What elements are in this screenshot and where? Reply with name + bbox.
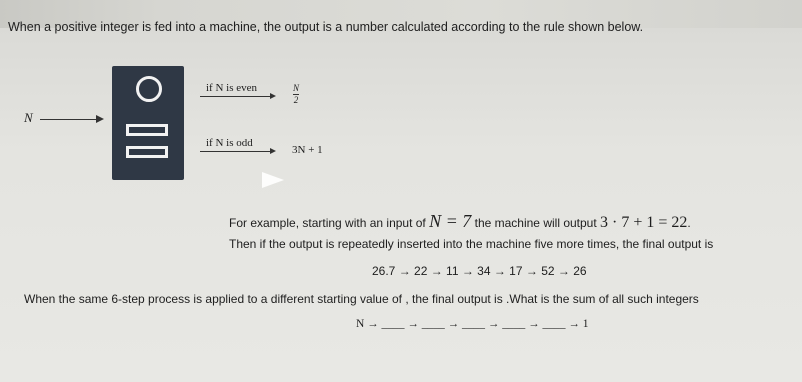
example-line	[229, 211, 691, 232]
machine-box	[112, 66, 184, 180]
odd-rule-label: if N is odd	[206, 137, 253, 149]
example-suffix: .	[687, 216, 691, 230]
rectangle-icon	[126, 124, 168, 136]
example-middle: the machine will output	[474, 216, 597, 230]
odd-arrow-line	[200, 151, 270, 152]
example-sequence: 26.7 → 22 → 11 → 34 → 17 → 52 → 26	[372, 264, 587, 278]
input-label: N	[24, 110, 33, 125]
even-rule-label: if N is even	[206, 82, 258, 94]
even-arrow-icon	[270, 93, 276, 99]
input-arrow-icon	[96, 115, 104, 123]
example-prefix: For example, starting with an input of	[229, 216, 426, 230]
question-text: When the same 6-step process is applied to a different starting value of , the final output is .What is the sum of all such integers	[24, 292, 699, 306]
odd-arrow-icon	[270, 148, 276, 154]
input-line	[40, 119, 98, 120]
play-icon[interactable]	[262, 172, 284, 188]
even-arrow-line	[200, 96, 270, 97]
fraction-denominator: 2	[293, 95, 299, 105]
example-result: 3 · 7 + 1 = 22	[600, 214, 688, 231]
example-equation: N = 7	[429, 211, 472, 231]
blank-sequence: N → ____ → ____ → ____ → ____ → ____ → 1	[356, 318, 589, 330]
odd-output: 3N + 1	[292, 144, 323, 156]
intro-text: When a positive integer is fed into a machine, the output is a number calculated according to the rule shown below.	[8, 20, 644, 34]
repeat-text: Then if the output is repeatedly inserted into the machine five more times, the final output is	[229, 237, 714, 251]
fraction-numerator: N	[293, 83, 300, 93]
rectangle-icon	[126, 146, 168, 158]
even-output-fraction	[293, 84, 299, 105]
circle-icon	[136, 76, 162, 102]
